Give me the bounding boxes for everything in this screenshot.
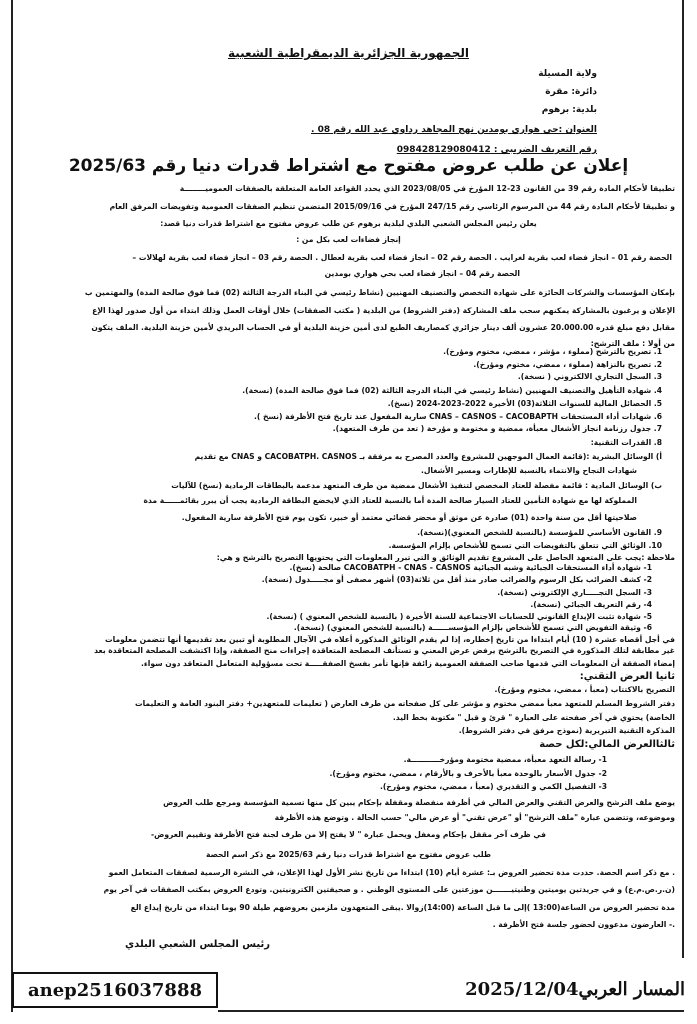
tax-id-line: رقم التعريف الضريبي : 098428129080412: [396, 145, 597, 155]
body-line: ثالثاالعرض المالي:لكل حصة: [539, 739, 675, 750]
body-line: 6- وثيقة التفويض التي تسمح للأشخاص بإلزام المؤسســــــة (بالنسبة للشخص المعنوي) (نسخة).: [293, 623, 652, 632]
body-line: 2- كشف الضرائب بكل الرسوم والضرائب صادر منذ أقل من ثلاثة(03) أشهر مصفى أو مجـــــدول (نسخة).: [261, 575, 652, 584]
body-line: ملاحظة :يجب على المتعهد الحاصل على المشروع تقديم الوثائق و التي تبرر المعلومات التي يحتويها التصريح بالترشح و هي:: [216, 553, 675, 562]
body-line: 3. السجل التجاري الالكتروني ( نسخة).: [517, 372, 662, 381]
anep-code: anep2516037888: [27, 979, 203, 1001]
body-line: 9. القانون الأساسي للمؤسسة (بالنسبة للشخص المعنوي)(نسخة).: [417, 528, 662, 537]
body-line: 6. شهادات أداء المستحقات CNAS – CASNOS – CACOBAPTH سارية المفعول عند تاريخ فتح الأظرفة (نسخ ).: [253, 412, 662, 421]
body-line: مدة تحضير العروض من الساعة(13:00 )إلى ما قبل الساعة (14:00)زوالا .يبقى المتعهدون ملزمين بعروضهم طيلة 90 يوما ابتداء من تاريخ إيداع الع: [130, 903, 675, 912]
body-line: التصريح بالاكتتاب (معبأ ، ممضي، مختوم ومؤرخ).: [494, 685, 675, 694]
body-line: ثانيا العرض التقني:: [579, 671, 675, 682]
body-line: غير مطابقة لتلك المذكورة في التصريح بالترشح يرفض عرض المعني و تستأنف المصلحة المتعاقدة إجراءات منح الصفقة، وإذا اكتشفت المصلحة المتعاقدة بعد: [94, 646, 675, 655]
body-line: دفتر الشروط المسلم للمتعهد معبأ ممضي مختوم و مؤشر على كل صفحاته من طرف العارض ( تعليمات للمتعهدين+ دفتر البنود العامة و التعليمات: [134, 699, 675, 708]
body-line: بإمكان المؤسسات والشركات الحائزة على شهادة التخصص والتصنيف المهنيين (نشاط رئيسي في البناء الدرجة الثالثة (02) فما فوق صالحة المدة) والمهتمين ب: [84, 288, 675, 297]
body-line: .- العارضون مدعوون لحضور جلسة فتح الأظرفة .: [492, 920, 675, 929]
body-line: من أولا : ملف الترشح:: [590, 339, 675, 348]
body-line: شهادات النجاح والانتماء بالنسبة للإطارات ومسير الأشغال.: [420, 466, 637, 475]
body-line: طلب عروض مفتوح مع اشتراط قدرات دنيا رقم 2025/63 مع ذكر اسم الحصة: [205, 850, 492, 859]
anep-reference-box: [12, 972, 218, 1008]
newspaper-date: المسار العربي2025/12/04: [465, 979, 685, 1000]
bottom-rule: [218, 1010, 684, 1012]
frame-border-left: [11, 0, 13, 1012]
body-line: يوضع ملف الترشح والعرض التقني والعرض المالي في أظرفة منفصلة ومقفلة بإحكام يبين كل منها تسمية المؤسسة ومرجع طلب العروض: [163, 798, 675, 807]
body-line: 2. تصريح بالنزاهة (مملوء ، ممضي، مختوم ومؤرخ).: [473, 360, 662, 369]
daira-label: دائرة: مقرة: [545, 87, 597, 97]
body-line: الإعلان و يرغبون بالمشاركة يمكنهم سحب ملف المشاركة (دفتر الشروط) من البلدية ( مكتب الصفقات) خلال أوقات العمل وذلك ابتداء من أول صدور لهذا الإع: [92, 306, 675, 315]
body-line: الخاصة) يحتوي في آخر صفحته على العبارة " قرئ و قبل " مكتوبة بخط اليد.: [392, 713, 675, 722]
body-line: صلاحيتها أقل من سنة واحدة (01) صادرة عن موثق أو محضر قضائي معتمد أو خبير، تكون يوم فتح الأظرفة سارية المفعول.: [181, 513, 637, 522]
body-line: و تطبيقا لأحكام المادة رقم 44 من المرسوم الرئاسي رقم 247/15 المؤرخ في 2015/09/16 المتضمن تنظيم الصفقات العمومية وتفويضات المرفق العام: [109, 202, 675, 211]
body-line: 1- شهادة أداء المستحقات الجبائية وشبه الجبائية CACOBATPH - CNAS - CASNOS صالحة (نسخ).: [289, 563, 652, 572]
body-line: (ن.ر.ص.م.ع) و في جريدتين يوميتين وطنيتيـــــــن موزعتين على المستوى الوطني . و صحيفتين الكترونيتين. وتودع العروض بمكتب الصفقات في آخر يوم: [103, 885, 675, 894]
body-line: 1- رسالة التعهد معبأة، ممضية مختومة ومؤرخـــــــــــة.: [403, 755, 607, 764]
announcement-title: إعلان عن طلب عروض مفتوح مع اشتراط قدرات دنيا رقم 2025/63: [68, 156, 629, 176]
body-line: . مع ذكر اسم الحصة. حددت مدة تحضير العروض بـ: عشرة أيام (10) ابتداءا من تاريخ نشر الأول لهذا الإعلان، في النشرة الرسمية لصفقات المتعامل العمو: [108, 868, 675, 877]
body-line: في أجل أقصاه عشرة ( 10) أيام ابتداءا من تاريخ إخطاره، إذا لم يقدم الوثائق المذكورة أعلاه في الآجال المطلوبة أو تبين بعد تقديمها أنها تتضمن معلومات: [104, 635, 675, 644]
body-line: إمضاء الصفقة أن المعلومات التي قدمها صاحب الصفقة العمومية زائفة فإنها تأمر بفسخ الصفقـــــة تحت مسؤولية المتعامل المتعاقد دون سواء.: [141, 659, 675, 668]
body-line: 2- جدول الأسعار بالوحدة معبأ بالأحرف و بالأرقام ، ممضي، مختوم ومؤرخ).: [329, 769, 607, 778]
commune-label: بلدية: برهوم: [541, 105, 597, 115]
body-line: 10. الوثائق التي تتعلق بالتفويضات التي تسمح للأشخاص بإلزام المؤسسة.: [388, 541, 662, 550]
address-line: العنوان :حي هواري بومدين نهج المجاهد رداوي عبد الله رقم 08 .: [311, 125, 597, 135]
signature-title: رئيس المجلس الشعبي البلدي: [125, 939, 270, 950]
body-line: مقابل دفع مبلغ قدره 20.000.00 عشرون ألف دينار جزائري كمصاريف الطبع لدى أمين خزينة البلدية أو في الحساب البريدي لأمين خزينة البلدية. الملف يتكون: [91, 323, 675, 332]
body-line: المملوكة لها مع شهادة التأمين للعتاد السيار صالحة المدة أما بالنسبة للعتاد الذي لايخضع البطاقة الرمادية يجب أن يبرر بقائمــــــة مدة: [143, 496, 637, 505]
body-line: 4- رقم التعريف الجبائي (نسخة).: [530, 600, 652, 609]
body-line: 4. شهادة التأهيل والتصنيف المهنيين (نشاط رئيسي في البناء الدرجة الثالثة (02) فما فوق صالحة المدة) (نسخة).: [242, 386, 662, 395]
body-line: إنجاز فضاءات لعب بكل من :: [296, 235, 401, 244]
wilaya-label: ولاية المسيلة: [538, 69, 597, 79]
republic-heading: الجمهورية الجزائرية الديمقراطية الشعبية: [227, 46, 470, 60]
body-line: في ظرف آخر مقفل بإحكام ومغفل ويحمل عبارة " لا يفتح إلا من طرف لجنة فتح الأظرفة وتقييم العروض-: [150, 830, 547, 839]
body-line: يعلن رئيس المجلس الشعبي البلدي لبلدية برهوم عن طلب عروض مفتوح مع اشتراط قدرات دنيا قصد:: [160, 219, 537, 228]
body-line: الحصة رقم 04 – انجاز فضاء لعب بحي هواري بومدين: [324, 269, 520, 278]
body-line: ب) الوسائل المادية : قائمة مفصلة للعتاد المخصص لتنفيذ الأشغال ممضية من طرف المتعهد مدعمة بالبطاقات الرمادية (نسخ) للآليات: [171, 481, 662, 490]
body-line: 5. الحصائل المالية للسنوات الثلاثة(03) الأخيرة 2022-2023-2024 (نسخ).: [387, 399, 662, 408]
frame-border-right: [682, 0, 684, 958]
body-line: 1. تصريح بالترشح (مملوء ، مؤشر ، ممضي، مختوم ومؤرخ).: [443, 347, 662, 356]
body-line: الحصة رقم 01 – انجاز فضاء لعب بقرية لغرايب . الحصة رقم 02 – انجاز فضاء لعب بقرية لعطال . الحصة رقم 03 – انجاز فضاء لعب بقرية لهلالات –: [132, 253, 672, 262]
body-line: 5- شهادة تثبت الإيداع القانوني للحسابات الاجتماعية للسنة الأخيرة ( بالنسبة للشخص المعنوي ) (نسخة).: [266, 612, 652, 621]
body-line: 8. القدرات التقنية:: [590, 438, 662, 447]
body-line: وموضوعه، وتتضمن عبارة "ملف الترشح" أو "عرض تقني" أو عرض مالي" حسب الحالة . وتوضع هذه الأظرفة: [274, 813, 675, 822]
body-line: المذكرة التقنية التبريرية (نموذج مرفق في دفتر الشروط).: [458, 726, 675, 735]
body-line: 7. جدول رزنامة انجاز الأشغال معبأة، ممضية و مختومة و مؤرخة ( تعد من طرف المتعهد).: [332, 424, 662, 433]
body-line: أ) الوسائل البشرية :(قائمة العمال الموجهين للمشروع والعدد المصرح به مرفقة بـ CACOBATPH. CASNOS و CNAS مع تقديم: [194, 452, 662, 461]
body-line: 3- التفصيل الكمي و التقديري (معبأ ، ممضي، مختوم ومؤرخ).: [379, 782, 607, 791]
body-line: 3- السجل التجـــــاري الإلكتروني (نسخة).: [497, 588, 652, 597]
body-line: تطبيقا لأحكام المادة رقم 39 من القانون 23-12 المؤرخ في 2023/08/05 الذي يحدد القواعد العامة المتعلقة بالصفقات العموميــــــــة: [179, 184, 675, 193]
